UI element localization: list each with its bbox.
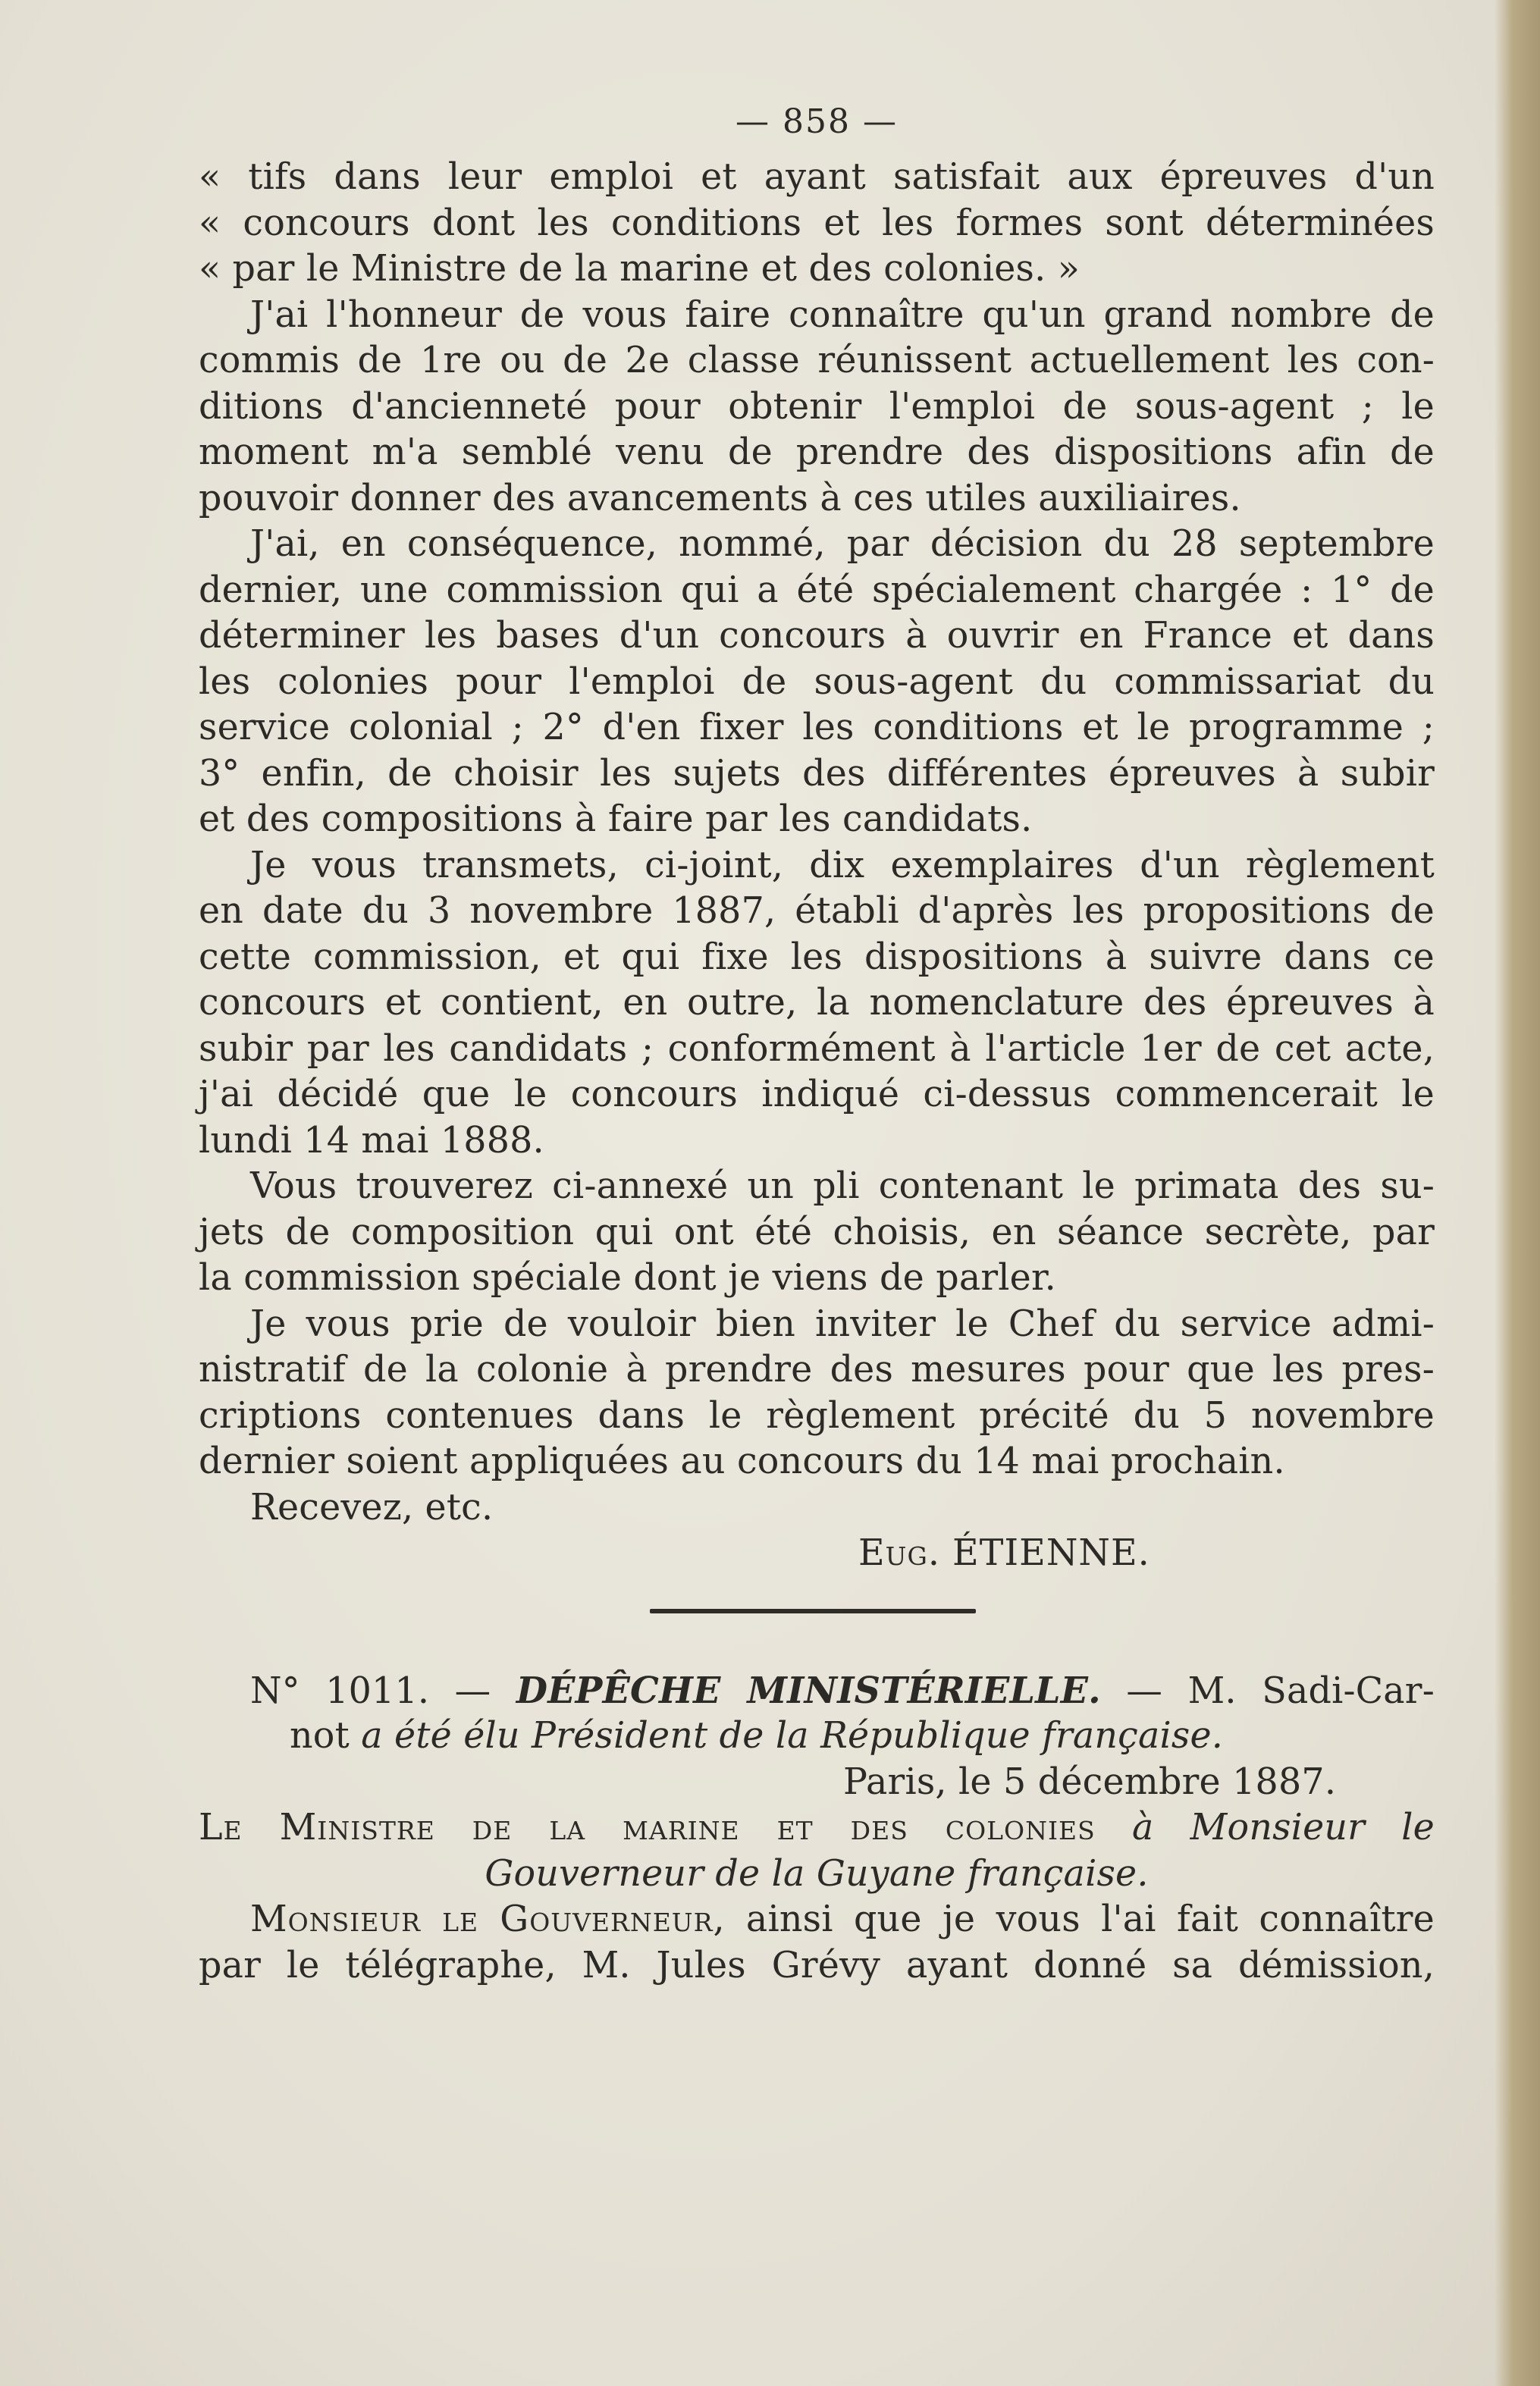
signature — [199, 1531, 1435, 1577]
text-line: J'ai l'honneur de vous faire connaître qu'un grand nombre de — [250, 293, 1435, 336]
text-line: commis de 1re ou de 2e classe réunissent actuellement les con- — [199, 340, 1435, 381]
text-line: nistratif de la colonie à prendre des mesures pour que les pres- — [199, 1349, 1435, 1391]
addressee-recipient: à Monsieur le — [1131, 1807, 1435, 1848]
text-line: et des compositions à faire par les candidats. — [199, 798, 1033, 840]
body-text: ainsi que je vous l'ai fait connaître — [745, 1898, 1435, 1940]
spacer — [199, 1645, 1435, 1668]
text-line: dernier, une commission qui a été spécialement chargée : 1° de — [199, 569, 1435, 611]
text-line: j'ai décidé que le concours indiqué ci-dessus commencerait le — [199, 1074, 1435, 1115]
dispatch-dash: — — [454, 1670, 491, 1712]
closing-line: Recevez, etc. — [250, 1486, 494, 1528]
dispatch-subject-end: not — [290, 1715, 350, 1757]
dispatch-dash: — — [1126, 1670, 1163, 1712]
text-line: « concours dont les conditions et les formes sont déterminées — [199, 202, 1435, 244]
page-edge — [1495, 0, 1540, 2386]
dispatch-title: DÉPÊCHE MINISTÉRIELLE. — [516, 1669, 1101, 1712]
text-line: « tifs dans leur emploi et ayant satisfait aux épreuves d'un — [199, 156, 1435, 198]
dispatch-subject-start: M. Sadi-Car- — [1187, 1670, 1435, 1712]
section-divider — [199, 1577, 1435, 1645]
addressee-line-2 — [199, 1851, 1435, 1898]
dispatch-number: N° 1011. — [250, 1670, 430, 1712]
text-line: J'ai, en conséquence, nommé, par décision du 28 septembre — [250, 523, 1435, 565]
text-line: la commission spéciale dont je viens de parler. — [199, 1257, 1056, 1299]
page-number: — 858 — — [735, 102, 898, 141]
text-line: Je vous prie de vouloir bien inviter le Chef du service admi- — [250, 1303, 1435, 1345]
dispatch-subject-italic: a été élu Président de la République française. — [361, 1715, 1224, 1757]
addressee-recipient-2: Gouverneur de la Guyane française. — [485, 1852, 1149, 1895]
salutation-line — [199, 1897, 1435, 1943]
text-line: en date du 3 novembre 1887, établi d'après les propositions de — [199, 890, 1435, 932]
text-line: service colonial ; 2° d'en fixer les conditions et le programme ; — [199, 707, 1435, 748]
dispatch-subject — [199, 1713, 1435, 1760]
place-date: Paris, le 5 décembre 1887. — [843, 1760, 1337, 1803]
text-line: Je vous transmets, ci-joint, dix exemplaires d'un règlement — [250, 844, 1435, 886]
text-line: subir par les candidats ; conformément à l'article 1er de cet acte, — [199, 1027, 1435, 1070]
text-line: « par le Ministre de la marine et des colonies. » — [199, 248, 1080, 290]
text-line: déterminer les bases d'un concours à ouvrir en France et dans — [199, 615, 1435, 657]
text-block — [199, 89, 1435, 1989]
text-line: les colonies pour l'emploi de sous-agent du commissariat du — [199, 660, 1435, 703]
text-line: pouvoir donner des avancements à ces utiles auxiliaires. — [199, 477, 1241, 519]
addressee-sender: Le Ministre de la marine et des colonies — [199, 1807, 1096, 1848]
text-line: moment m'a semblé venu de prendre des dispositions afin de — [199, 431, 1435, 473]
text-line: par le télégraphe, M. Jules Grévy ayant donné sa démission, — [199, 1944, 1435, 1986]
text-line: criptions contenues dans le règlement précité du 5 novembre — [199, 1394, 1435, 1437]
signature-text: Eug. ÉTIENNE. — [858, 1532, 1150, 1574]
text-line: cette commission, et qui fixe les dispositions à suivre dans ce — [199, 936, 1435, 978]
text-line: concours et contient, en outre, la nomenclature des épreuves à — [199, 982, 1435, 1024]
text-line: lundi 14 mai 1888. — [199, 1119, 544, 1162]
dispatch-heading — [199, 1668, 1435, 1714]
text-line: dernier soient appliquées au concours du 14 mai prochain. — [199, 1441, 1285, 1482]
text-line: 3° enfin, de choisir les sujets des différentes épreuves à subir — [199, 752, 1435, 795]
salutation: Monsieur le Gouverneur, — [250, 1898, 726, 1940]
addressee-line — [199, 1805, 1435, 1851]
text-line: jets de composition qui ont été choisis, en séance secrète, par — [199, 1211, 1435, 1253]
text-line: Vous trouverez ci-annexé un pli contenant le primata des su- — [250, 1165, 1435, 1207]
text-line: ditions d'ancienneté pour obtenir l'emploi de sous-agent ; le — [199, 385, 1435, 428]
divider-rule — [650, 1609, 976, 1613]
